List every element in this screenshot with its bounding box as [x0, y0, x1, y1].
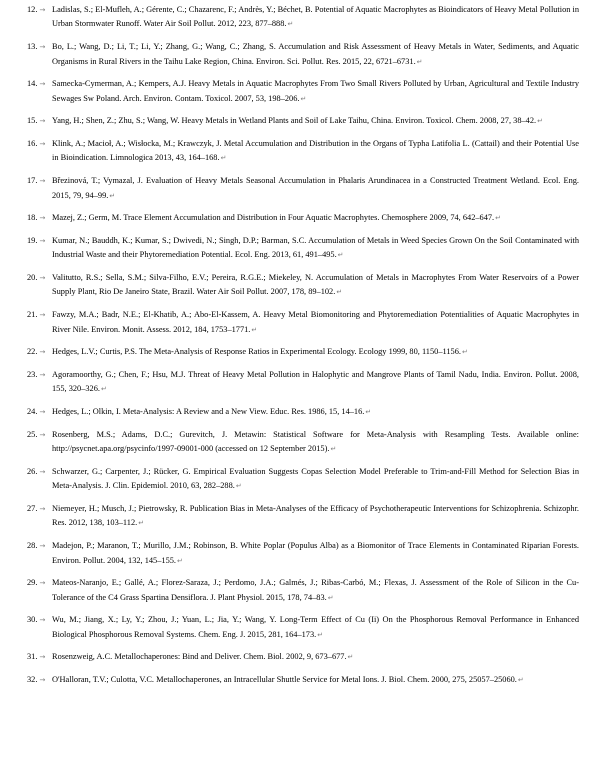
tab-marker: → — [39, 467, 46, 476]
reference-item — [27, 405, 579, 419]
reference-item — [27, 613, 579, 642]
paragraph-mark: ↵ — [220, 154, 227, 163]
tab-marker: → — [39, 311, 46, 320]
paragraph-mark: ↵ — [337, 251, 344, 260]
reference-text[interactable]: Mateos-Naranjo, E.; Gallé, A.; Florez-Saraza, J.; Perdomo, J.A.; Galmés, J.; Ribas-Carbó, M.; Flexas, J. Assessment of the Role of Silicon in the Cu-Tolerance of the C4 Grass Spartina Densiflora. J. Plant Physiol. 2015, 178, 74–83. — [52, 578, 579, 602]
reference-number: 30. → — [27, 615, 46, 625]
paragraph-mark: ↵ — [251, 325, 258, 334]
reference-number: 22. → — [27, 347, 46, 357]
reference-item — [27, 428, 579, 457]
reference-text[interactable]: Hedges, L.V.; Curtis, P.S. The Meta-Analysis of Response Ratios in Experimental Ecology. Ecology 1999, 80, 1150–1156. — [52, 347, 461, 357]
paragraph-mark: ↵ — [537, 117, 543, 126]
reference-list — [27, 3, 579, 696]
tab-marker: → — [39, 43, 46, 52]
reference-item — [27, 576, 579, 605]
paragraph-mark: ↵ — [347, 653, 354, 662]
paragraph-mark: ↵ — [336, 288, 343, 297]
paragraph-mark: ↵ — [327, 593, 334, 602]
reference-item — [27, 271, 579, 300]
tab-marker: → — [39, 348, 46, 357]
reference-number: 14. → — [27, 79, 46, 89]
reference-number: 17. → — [27, 176, 46, 186]
reference-number: 24. → — [27, 407, 46, 417]
reference-item — [27, 211, 579, 225]
tab-marker: → — [39, 117, 46, 126]
reference-item — [27, 465, 579, 494]
reference-number: 20. → — [27, 273, 46, 283]
reference-text[interactable]: Rosenzweig, A.C. Metallochaperones: Bind and Deliver. Chem. Biol. 2002, 9, 673–677. — [52, 652, 347, 662]
reference-text[interactable]: Klink, A.; Macioł, A.; Wisłocka, M.; Krawczyk, J. Metal Accumulation and Distribution in the Organs of Typha Latifolia L. (Cattail) and their Potential Use in Bioindication. Limnologica 2013, 43, 164–168. — [52, 139, 579, 163]
reference-number: 26. → — [27, 466, 46, 476]
reference-text[interactable]: Bo, L.; Wang, D.; Li, T.; Li, Y.; Zhang, G.; Wang, C.; Zhang, S. Accumulation and Risk Assessment of Heavy Metals in Water, Sediments, and Aquatic Organisms in Rural Rivers in the Taihu Lake Region, China. Environ. Sci. Pollut. Res. 2015, 22, 6721–6731. — [52, 42, 579, 66]
reference-text[interactable]: Niemeyer, H.; Musch, J.; Pietrowsky, R. Publication Bias in Meta-Analyses of the Efficacy of Psychotherapeutic Interventions for Schizophrenia. Schizophr. Res. 2012, 138, 103–112. — [52, 504, 579, 528]
reference-item — [27, 77, 579, 106]
paragraph-mark: ↵ — [300, 94, 307, 103]
reference-number: 15. → — [27, 116, 46, 126]
reference-number: 29. → — [27, 578, 46, 588]
reference-item — [27, 308, 579, 337]
reference-text[interactable]: Schwarzer, G.; Carpenter, J.; Rücker, G. Empirical Evaluation Suggests Copas Selection Model Preferable to Trim-and-Fill Method for Selection Bias in Meta-Analysis. J. Clin. Epidemiol. 2010, 63, 282–288. — [52, 466, 579, 491]
paragraph-mark: ↵ — [287, 20, 294, 29]
reference-number: 32. → — [27, 675, 46, 685]
reference-item — [27, 368, 579, 397]
reference-number: 31. → — [27, 652, 46, 662]
tab-marker: → — [39, 676, 46, 685]
paragraph-mark: ↵ — [235, 482, 242, 491]
reference-number: 16. → — [27, 139, 46, 149]
tab-marker: → — [39, 579, 46, 588]
reference-item — [27, 40, 579, 69]
tab-marker: → — [39, 80, 46, 89]
tab-marker: → — [39, 274, 46, 283]
reference-text[interactable]: Rosenberg, M.S.; Adams, D.C.; Gurevitch, J. Metawin: Statistical Software for Meta-Analysis with Resampling Tests. Available online: http://psycnet.apa.org/psycinfo/1997-09001-000 (accessed on 12 September 2015). — [52, 429, 579, 454]
paragraph-mark: ↵ — [517, 676, 524, 685]
paragraph-mark: ↵ — [461, 348, 468, 357]
reference-item — [27, 137, 579, 166]
reference-text[interactable]: Fawzy, M.A.; Badr, N.E.; El-Khatib, A.; Abo-El-Kassem, A. Heavy Metal Biomonitoring and Phytoremediation Potentialities of Aquatic Macrophytes in River Nile. Environ. Monit. Assess. 2012, 184, 1753–1771. — [52, 310, 579, 334]
paragraph-mark: ↵ — [495, 214, 502, 223]
reference-item — [27, 3, 579, 32]
paragraph-mark: ↵ — [138, 519, 145, 528]
paragraph-mark: ↵ — [177, 556, 183, 565]
reference-text[interactable]: Hedges, L.; Olkin, I. Meta-Analysis: A Review and a New View. Educ. Res. 1986, 15, 14–16. — [52, 407, 365, 417]
paragraph-mark: ↵ — [365, 408, 372, 417]
reference-number: 23. → — [27, 369, 46, 379]
tab-marker: → — [39, 6, 46, 14]
reference-text[interactable]: Ladislas, S.; El-Mufleh, A.; Gérente, C.; Chazarenc, F.; Andrès, Y.; Béchet, B. Potential of Aquatic Macrophytes as Bioindicators of Heavy Metal Pollution in Urban Stormwater Runoff. Water Air Soil Pollut. 2012, 223, 877–888. — [52, 5, 579, 29]
reference-number: 18. → — [27, 213, 46, 223]
tab-marker: → — [39, 616, 46, 625]
reference-item — [27, 673, 579, 687]
tab-marker: → — [39, 408, 46, 417]
reference-text[interactable]: Valitutto, R.S.; Sella, S.M.; Silva-Filho, E.V.; Pereira, R.G.E.; Miekeley, N. Accumulation of Metals in Macrophytes From Water Reservoirs of a Power Supply Plant, Rio De Janeiro State, Brazil. Water Air Soil Pollut. 2007, 178, 89–102. — [52, 273, 579, 297]
reference-text[interactable]: Wu, M.; Jiang, X.; Ly, Y.; Zhou, J.; Yuan, L.; Jia, Y.; Wang, Y. Long-Term Effect of Cu (Ii) On the Phosphorous Removal Performance in Enhanced Biological Phosphorous Removal Systems. Chem. Eng. J. 2015, 281, 164–173. — [52, 615, 579, 639]
reference-number: 27. → — [27, 504, 46, 514]
tab-marker: → — [39, 505, 46, 514]
reference-item — [27, 502, 579, 531]
tab-marker: → — [39, 653, 46, 662]
reference-item — [27, 650, 579, 664]
reference-number: 19. → — [27, 235, 46, 245]
reference-text[interactable]: Mazej, Z.; Germ, M. Trace Element Accumulation and Distribution in Four Aquatic Macrophytes. Chemosphere 2009, 74, 642–647. — [52, 213, 495, 223]
tab-marker: → — [39, 542, 46, 551]
reference-number: 25. → — [27, 429, 46, 439]
paragraph-mark: ↵ — [317, 630, 324, 639]
reference-item — [27, 234, 579, 263]
reference-text[interactable]: Madejon, P.; Maranon, T.; Murillo, J.M.; Robinson, B. White Poplar (Populus Alba) as a Biomonitor of Trace Elements in Contaminated Riparian Forests. Environ. Pollut. 2004, 132, 145–155. — [52, 541, 579, 565]
reference-text[interactable]: O'Halloran, T.V.; Culotta, V.C. Metallochaperones, an Intracellular Shuttle Service for Metal Ions. J. Biol. Chem. 2000, 275, 25057–25060. — [52, 675, 517, 685]
paragraph-mark: ↵ — [109, 191, 116, 200]
reference-number: 13. → — [27, 42, 46, 52]
tab-marker: → — [39, 430, 46, 439]
tab-marker: → — [39, 140, 46, 149]
paragraph-mark: ↵ — [416, 57, 423, 66]
tab-marker: → — [39, 177, 46, 186]
reference-text[interactable]: Yang, H.; Shen, Z.; Zhu, S.; Wang, W. Heavy Metals in Wetland Plants and Soil of Lake Taihu, China. Environ. Toxicol. Chem. 2008, 27, 38–42. — [52, 116, 537, 126]
reference-item — [27, 174, 579, 203]
reference-number: 28. → — [27, 541, 46, 551]
reference-item — [27, 114, 579, 128]
reference-text[interactable]: Kumar, N.; Bauddh, K.; Kumar, S.; Dwivedi, N.; Singh, D.P.; Barman, S.C. Accumulation of Metals in Weed Species Grown On the Soil Contaminated with Industrial Waste and their Phytoremediation Potential. Ecol. Eng. 2013, 61, 491–495. — [52, 235, 579, 260]
paragraph-mark: ↵ — [100, 385, 107, 394]
reference-text[interactable]: Březinová, T.; Vymazal, J. Evaluation of Heavy Metals Seasonal Accumulation in Phalaris Arundinacea in a Constructed Treatment Wetland. Ecol. Eng. 2015, 79, 94–99. — [52, 176, 579, 200]
tab-marker: → — [39, 214, 46, 223]
reference-text[interactable]: Samecka-Cymerman, A.; Kempers, A.J. Heavy Metals in Aquatic Macrophytes From Two Small Rivers Polluted by Urban, Agricultural and Textile Industry Sewages Sw Poland. Arch. Environ. Contam. Toxicol. 2007, 53, 198–206. — [52, 79, 579, 103]
tab-marker: → — [39, 370, 46, 379]
reference-item — [27, 345, 579, 359]
reference-number: 21. → — [27, 310, 46, 320]
tab-marker: → — [39, 236, 46, 245]
reference-number: 12. → — [27, 5, 46, 14]
paragraph-mark: ↵ — [330, 445, 337, 454]
reference-item — [27, 539, 579, 568]
reference-text[interactable]: Agoramoorthy, G.; Chen, F.; Hsu, M.J. Threat of Heavy Metal Pollution in Halophytic and Mangrove Plants of Tamil Nadu, India. Environ. Pollut. 2008, 155, 320–326. — [52, 369, 579, 394]
